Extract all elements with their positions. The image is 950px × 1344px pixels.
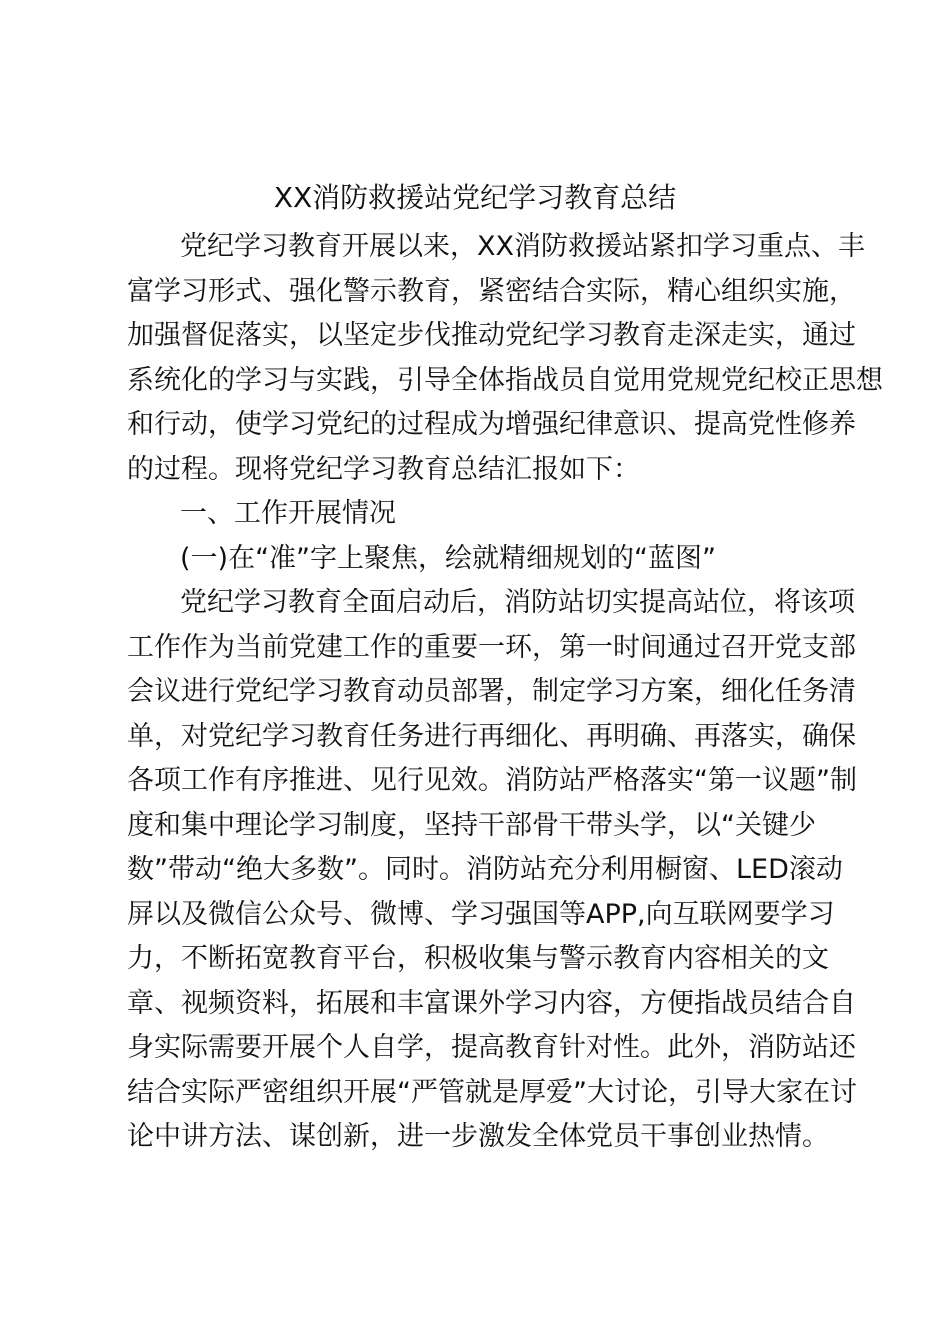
paragraph-line: 各项工作有序推进、见行见效。消防站严格落实“第一议题”制 xyxy=(127,765,857,796)
paragraph-line: 力，不断拓宽教育平台，积极收集与警示教育内容相关的文 xyxy=(127,943,829,974)
document-title: XX消防救援站党纪学习教育总结 xyxy=(273,181,677,214)
paragraph-line: 工作作为当前党建工作的重要一环，第一时间通过召开党支部 xyxy=(127,632,856,663)
paragraph-line: 党纪学习教育开展以来，XX消防救援站紧扣学习重点、丰 xyxy=(180,231,865,262)
section-heading: 一、工作开展情况 xyxy=(180,498,396,529)
paragraph-line: 身实际需要开展个人自学，提高教育针对性。此外，消防站还 xyxy=(127,1032,856,1063)
paragraph-line: 论中讲方法、谋创新，进一步激发全体党员干事创业热情。 xyxy=(127,1121,829,1152)
subsection-heading: (一)在“准”字上聚焦，绘就精细规划的“蓝图” xyxy=(180,543,717,574)
paragraph-line: 结合实际严密组织开展“严管就是厚爱”大讨论，引导大家在讨 xyxy=(127,1077,857,1108)
paragraph-line: 度和集中理论学习制度，坚持干部骨干带头学，以“关键少 xyxy=(127,810,816,841)
paragraph-line: 单，对党纪学习教育任务进行再细化、再明确、再落实，确保 xyxy=(127,721,856,752)
paragraph-line: 加强督促落实，以坚定步伐推动党纪学习教育走深走实，通过 xyxy=(127,320,856,351)
paragraph-line: 和行动，使学习党纪的过程成为增强纪律意识、提高党性修养 xyxy=(127,409,856,440)
paragraph-line: 数”带动“绝大多数”。同时。消防站充分利用橱窗、LED滚动 xyxy=(127,854,843,885)
paragraph-line: 富学习形式、强化警示教育，紧密结合实际，精心组织实施， xyxy=(127,276,856,307)
paragraph-line: 屏以及微信公众号、微博、学习强国等APP,向互联网要学习 xyxy=(127,899,835,930)
paragraph-line: 系统化的学习与实践，引导全体指战员自觉用党规党纪校正思想 xyxy=(127,365,883,396)
paragraph-line: 章、视频资料，拓展和丰富课外学习内容，方便指战员结合自 xyxy=(127,988,856,1019)
paragraph-line: 党纪学习教育全面启动后，消防站切实提高站位，将该项 xyxy=(180,587,855,618)
paragraph-line: 的过程。现将党纪学习教育总结汇报如下： xyxy=(127,454,640,485)
paragraph-line: 会议进行党纪学习教育动员部署，制定学习方案，细化任务清 xyxy=(127,676,856,707)
